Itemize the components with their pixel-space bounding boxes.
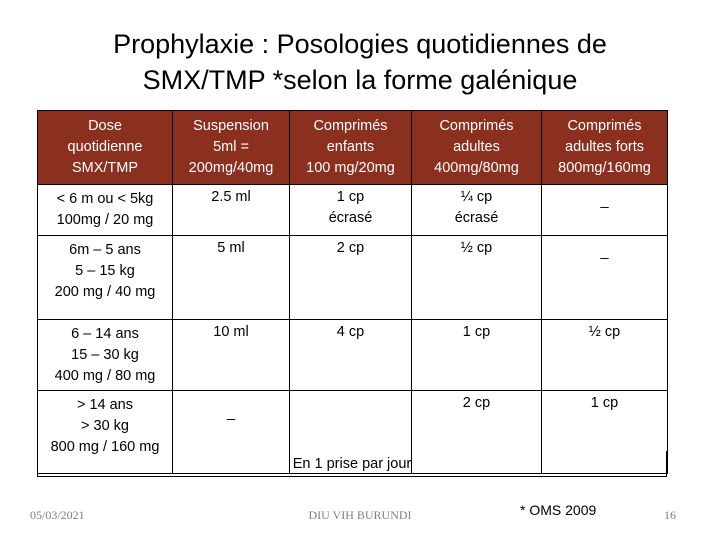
source-note: * OMS 2009 — [520, 502, 597, 518]
table-cell-line: > 30 kg — [81, 418, 129, 434]
column-header-line: Suspension — [193, 118, 269, 134]
table-cell — [290, 236, 412, 320]
slide-date: 05/03/2021 — [30, 508, 85, 522]
table-cell — [38, 320, 173, 391]
table-cell-line: ½ cp — [588, 324, 621, 340]
table-cell-line: 2.5 ml — [211, 189, 251, 205]
slide-title — [0, 26, 720, 98]
table-cell-line: 6m – 5 ans — [69, 242, 141, 258]
table-cell — [542, 320, 668, 391]
table-cell — [412, 185, 542, 236]
table-cell-line: 100mg / 20 mg — [56, 212, 154, 228]
table-cell-line: 10 ml — [213, 324, 249, 340]
table-cell-line: _ — [226, 405, 236, 421]
table-cell-line: 400 mg / 80 mg — [54, 368, 156, 384]
column-header-line: adultes — [453, 139, 500, 155]
table-cell-line: écrasé — [454, 210, 499, 226]
table-cell — [542, 185, 668, 236]
table-cell-line: 800 mg / 160 mg — [50, 439, 160, 455]
table-row — [38, 185, 668, 236]
page-number: 16 — [664, 508, 676, 522]
table-cell-line: 1 cp — [336, 189, 365, 205]
column-header-line: SMX/TMP — [71, 160, 139, 176]
table-cell — [173, 320, 290, 391]
table-cell — [173, 185, 290, 236]
table-cell-line: 5 ml — [217, 240, 245, 256]
table-cell-line: < 6 m ou < 5kg — [56, 191, 154, 207]
title-line-1: Prophylaxie : Posologies quotidiennes de — [113, 29, 607, 59]
table-cell-line: 15 – 30 kg — [71, 347, 139, 363]
column-header — [412, 111, 542, 185]
table-cell-line: écrasé — [328, 210, 373, 226]
column-header-line: Dose — [88, 118, 122, 134]
column-header-line: quotidienne — [67, 139, 143, 155]
table-header-row — [38, 111, 668, 185]
column-header-line: 400mg/80mg — [434, 160, 519, 176]
table-cell-line: 6 – 14 ans — [71, 326, 139, 342]
table-cell — [412, 236, 542, 320]
table-footer-note: En 1 prise par jour — [37, 451, 667, 477]
table-cell — [412, 320, 542, 391]
column-header-line: adultes forts — [565, 139, 644, 155]
table-cell-line: 2 cp — [462, 395, 491, 411]
column-header — [173, 111, 290, 185]
table-cell-line: 4 cp — [336, 324, 365, 340]
table-cell-line: ½ cp — [460, 240, 493, 256]
table-cell — [173, 236, 290, 320]
table-cell — [38, 185, 173, 236]
table-cell — [38, 236, 173, 320]
column-header-line: enfants — [326, 139, 375, 155]
table-cell — [542, 236, 668, 320]
table-cell-line: 200 mg / 40 mg — [54, 284, 156, 300]
column-header-line: 5ml = — [213, 139, 249, 155]
table-cell-line: 1 cp — [462, 324, 491, 340]
column-header — [542, 111, 668, 185]
column-header-line: 800mg/160mg — [558, 160, 651, 176]
column-header — [290, 111, 412, 185]
column-header — [38, 111, 173, 185]
table-cell-line: 1 cp — [590, 395, 619, 411]
table-row — [38, 236, 668, 320]
title-line-2: SMX/TMP *selon la forme galénique — [142, 65, 578, 95]
table-cell-line: ¼ cp — [460, 189, 493, 205]
table-cell — [290, 320, 412, 391]
table-cell-line: 2 cp — [336, 240, 365, 256]
table-cell-line: _ — [600, 244, 609, 260]
dosage-table — [37, 110, 668, 474]
table-cell-line: _ — [600, 193, 609, 209]
table-cell-line: > 14 ans — [76, 397, 134, 413]
table-cell — [290, 185, 412, 236]
column-header-line: Comprimés — [439, 118, 514, 134]
column-header-line: 200mg/40mg — [188, 160, 274, 176]
column-header-line: 100 mg/20mg — [306, 160, 395, 176]
column-header-line: Comprimés — [567, 118, 642, 134]
column-header-line: Comprimés — [313, 118, 388, 134]
slide-footer-text: DIU VIH BURUNDI — [308, 508, 412, 522]
table-cell-line: 5 – 15 kg — [75, 263, 135, 279]
table-row — [38, 320, 668, 391]
